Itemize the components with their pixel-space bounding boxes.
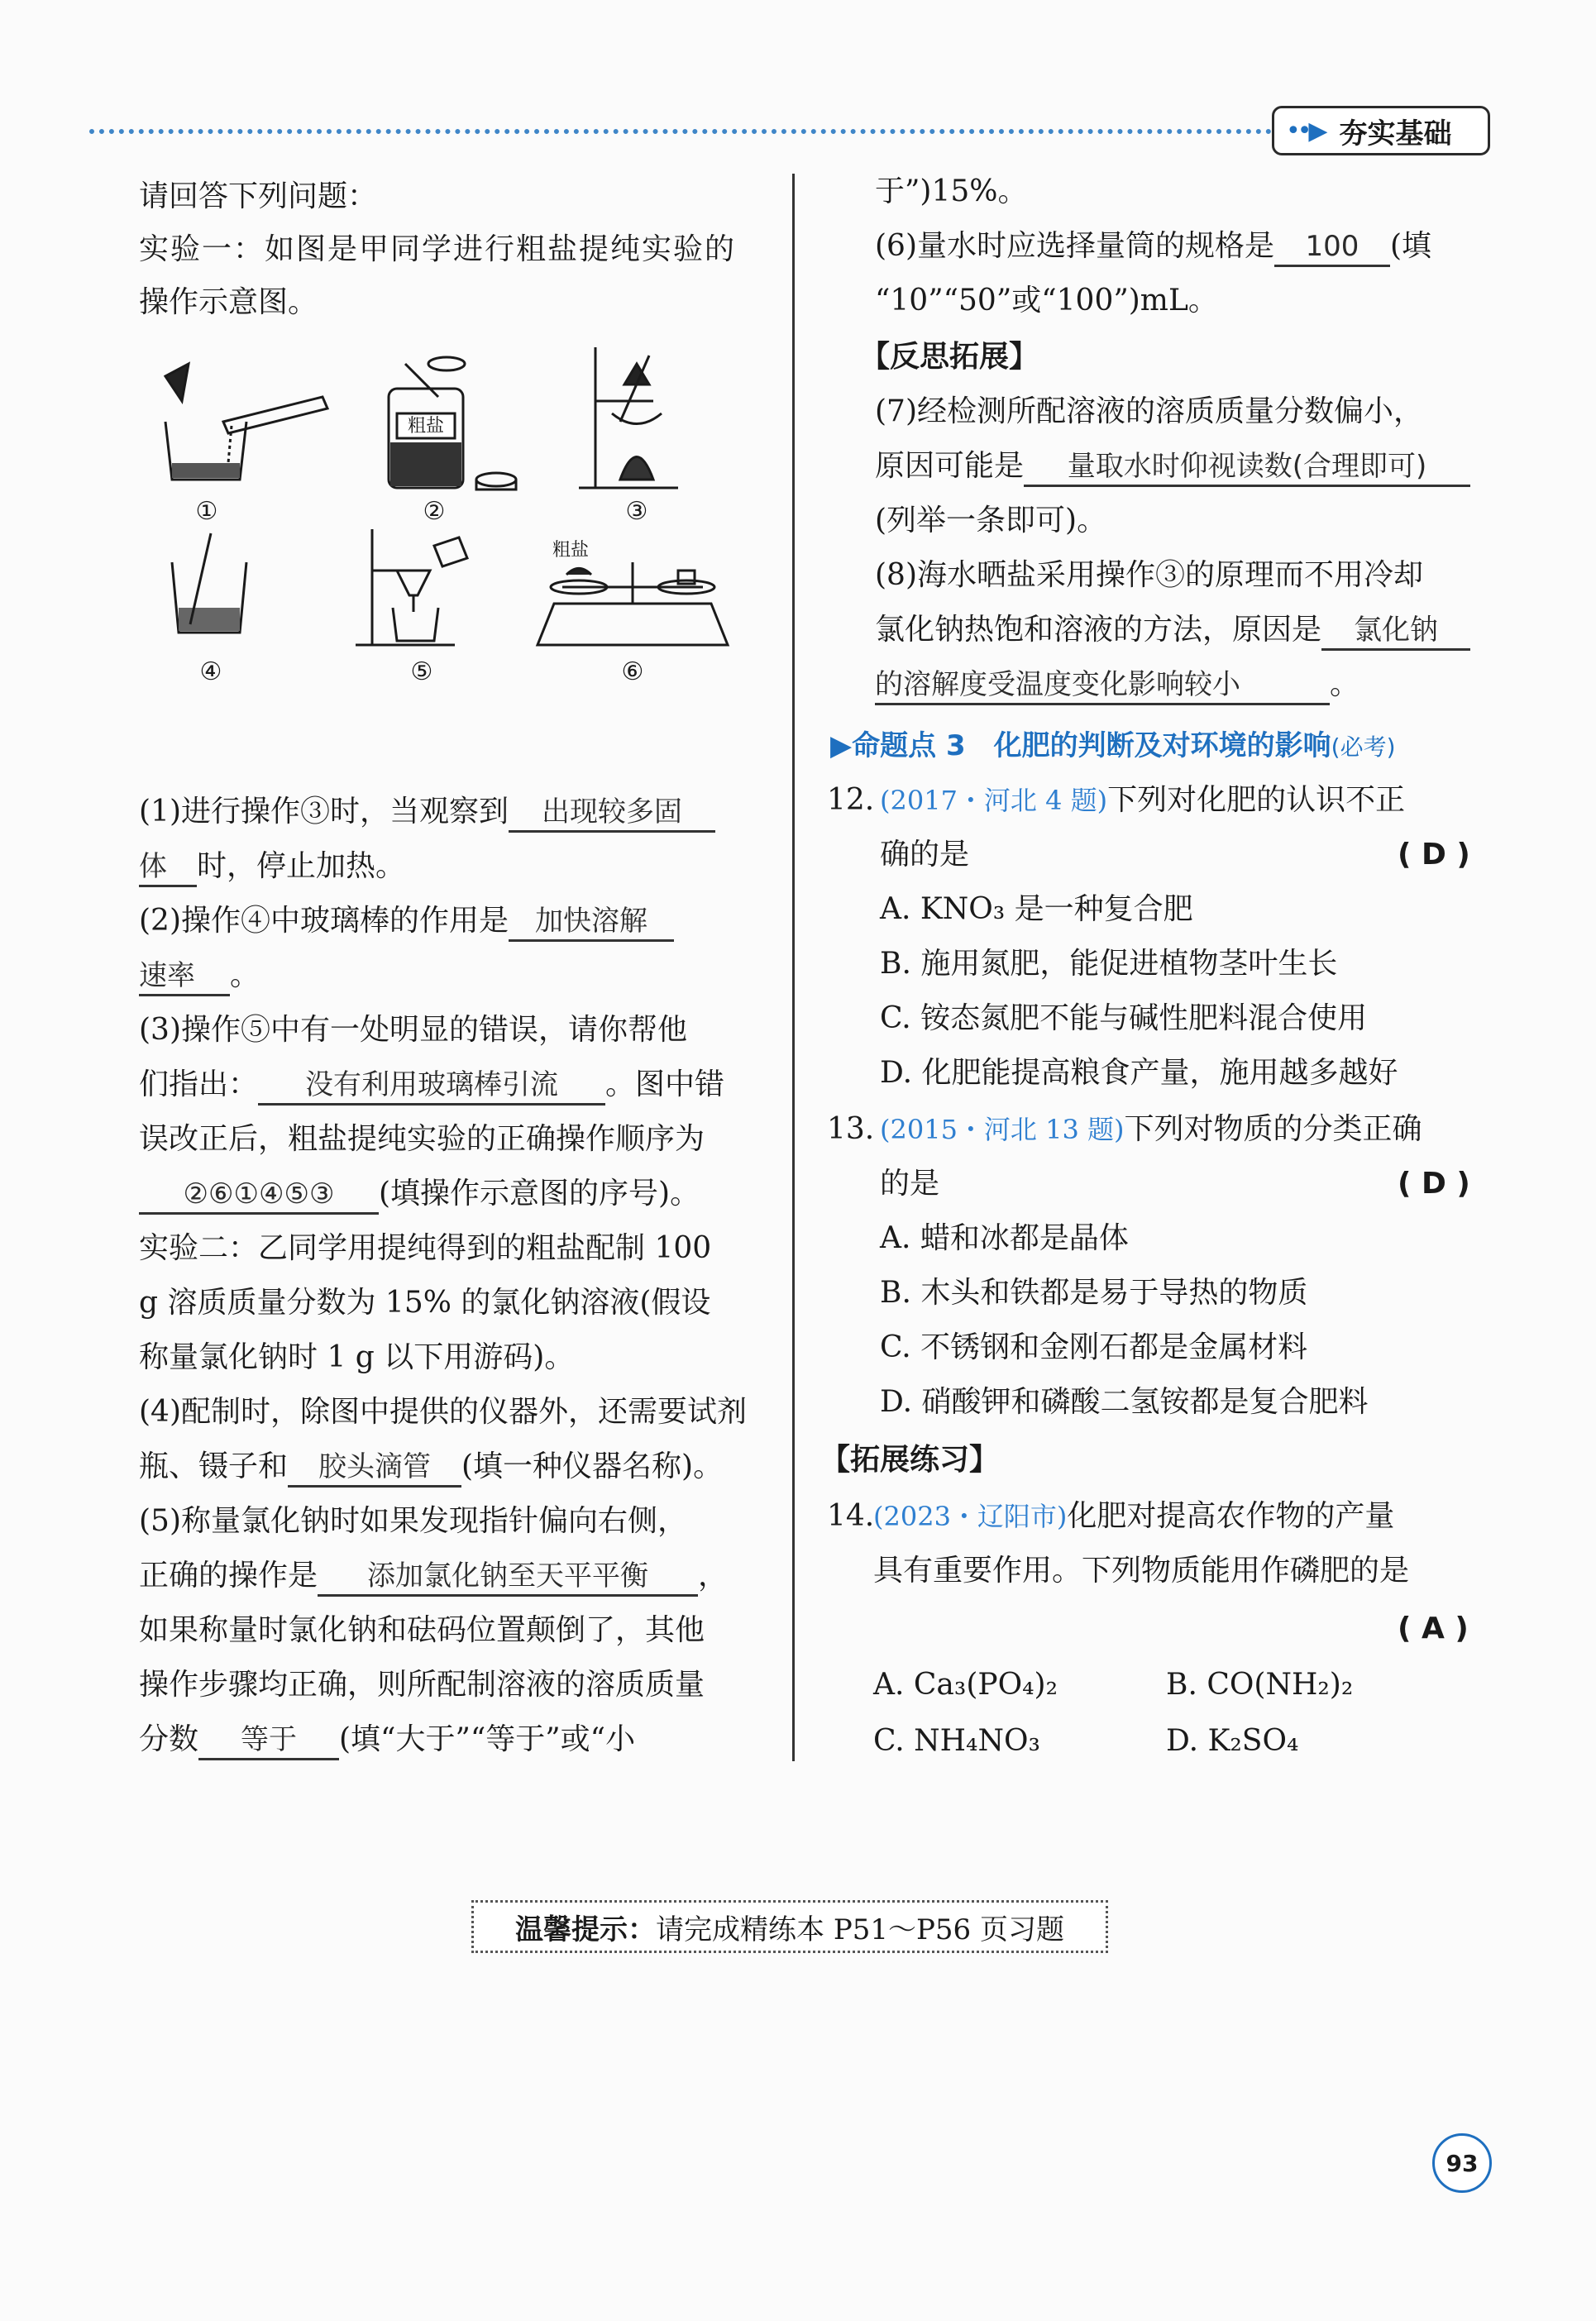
exp1-line: 实验一：如图是甲同学进行粗盐提纯实验的 (139, 232, 737, 266)
operation-4-drawing (172, 533, 246, 633)
section-badge-title: 夯实基础 (1339, 117, 1452, 150)
study-hint-box (471, 1900, 1108, 1953)
q14-option-a: A. Ca₃(PO₄)₂ (873, 1668, 1058, 1702)
q6-text: (6)量水时应选择量筒的规格是 (875, 229, 1274, 263)
q14-source: (2023・辽阳市) (873, 1501, 1068, 1532)
q14-stem: 化肥对提高农作物的产量 (1067, 1499, 1395, 1533)
q3-answer: 没有利用玻璃棒引流 (258, 1067, 605, 1106)
exp2-line-2: g 溶质质量分数为 15% 的氯化钠溶液(假设 (139, 1286, 711, 1320)
q12-number: 12. (827, 783, 875, 817)
q13-option-d: D. 硝酸钾和磷酸二氢铵都是复合肥料 (880, 1385, 1369, 1419)
q13-option-c: C. 不锈钢和金刚石都是金属材料 (880, 1330, 1308, 1364)
q4-text-2: (填一种仪器名称)。 (461, 1449, 724, 1483)
q1-answer-a: 出现较多固 (509, 794, 715, 833)
q5-line: (5)称量氯化钠时如果发现指针偏向右侧， (139, 1504, 687, 1538)
q8-answer-a: 氯化钠 (1321, 612, 1470, 651)
topic-3-title: ▶命题点 3 化肥的判断及对环境的影响 (830, 729, 1331, 762)
lab-operations-figure (149, 339, 744, 786)
q7-line: (7)经检测所配溶液的溶质质量分数偏小， (875, 394, 1423, 428)
q2-line-2 (139, 956, 260, 996)
q2-answer-b: 速率 (139, 958, 230, 996)
q4-answer: 胶头滴管 (288, 1449, 461, 1488)
q1-text-2: 时，停止加热。 (197, 849, 406, 883)
q5-continuation: 于”)15%。 (875, 174, 1028, 208)
q2-answer-a: 加快溶解 (509, 903, 674, 942)
q5-answer-2: 等于 (198, 1722, 339, 1760)
q2-text-2: 。 (230, 958, 260, 992)
section-extension: 【拓展练习】 (820, 1443, 1000, 1477)
q1-line-2 (139, 847, 405, 887)
q13-source: (2015・河北 13 题) (880, 1114, 1125, 1145)
q6-line (875, 227, 1431, 267)
q8-line-3 (875, 665, 1359, 705)
q12-option-a: A. KNO₃ 是一种复合肥 (880, 892, 1193, 926)
q3-line-3: 误改正后，粗盐提纯实验的正确操作顺序为 (139, 1122, 705, 1156)
q12-option-d: D. 化肥能提高粮食产量，施用越多越好 (880, 1056, 1398, 1090)
figure-label-4: ④ (199, 657, 222, 686)
q4-line-2 (139, 1447, 723, 1488)
q12-answer: ( D ) (1398, 838, 1470, 872)
q7-line-3: (列举一条即可)。 (875, 504, 1107, 537)
q14-line (873, 1497, 1394, 1536)
section-badge (1272, 106, 1490, 155)
q8-text-2: 。 (1330, 667, 1360, 701)
q14-stem-2: 具有重要作用。下列物质能用作磷肥的是 (873, 1554, 1410, 1588)
q3-text-2: 。图中错 (605, 1067, 725, 1101)
figure-label-3: ③ (625, 497, 648, 526)
q12-stem-2: 确的是 (880, 838, 970, 872)
arrow-dots-icon: ••▶ (1286, 116, 1325, 146)
q13-option-b: B. 木头和铁都是易于导热的物质 (880, 1276, 1308, 1310)
operation-6-drawing (538, 562, 728, 645)
q6-answer: 100 (1274, 228, 1390, 267)
q8-line-2 (875, 610, 1470, 651)
bottle-label: 粗盐 (407, 416, 445, 437)
q3-text: 们指出： (139, 1067, 259, 1101)
q4-line: (4)配制时，除图中提供的仪器外，还需要试剂 (139, 1395, 747, 1429)
operation-5-drawing (356, 529, 467, 645)
q5-text-3: 分数 (139, 1722, 199, 1756)
q13-number: 13. (827, 1112, 875, 1146)
q5-answer: 添加氯化钠至天平平衡 (318, 1558, 698, 1597)
q1-text: (1)进行操作③时，当观察到 (139, 795, 509, 829)
q14-answer: ( A ) (1398, 1612, 1469, 1645)
exp2-line-3: 称量氯化钠时 1 g 以下用游码)。 (139, 1340, 575, 1374)
intro-line: 请回答下列问题： (139, 179, 378, 213)
q5-text-2: ， (698, 1559, 729, 1593)
q3-line-2 (139, 1065, 724, 1106)
exp1-line-2: 操作示意图。 (139, 285, 318, 319)
q3-line: (3)操作⑤中有一处明显的错误，请你帮他 (139, 1013, 687, 1047)
q5-line-3: 如果称量时氯化钠和砝码位置颠倒了，其他 (139, 1613, 705, 1647)
q12-line (880, 781, 1405, 820)
q8-line: (8)海水晒盐采用操作③的原理而不用冷却 (875, 558, 1423, 592)
q4-text: 瓶、镊子和 (139, 1449, 289, 1483)
q3-text-3: (填操作示意图的序号)。 (379, 1177, 700, 1211)
q1-answer-b: 体 (139, 848, 197, 887)
q12-source: (2017・河北 4 题) (880, 785, 1108, 816)
operation-3-drawing (579, 347, 678, 488)
q5-text: 正确的操作是 (139, 1559, 318, 1593)
hint-text: 请完成精练本 P51～P56 页习题 (656, 1913, 1064, 1946)
q7-line-2 (875, 447, 1470, 487)
operation-1-drawing (165, 364, 327, 480)
q5-line-5 (139, 1720, 635, 1760)
q14-number: 14. (827, 1499, 875, 1533)
q3-answer-2: ②⑥①④⑤③ (139, 1176, 379, 1215)
q5-line-4: 操作步骤均正确，则所配制溶液的溶质质量 (139, 1668, 705, 1702)
q2-line (139, 901, 674, 942)
q13-answer: ( D ) (1398, 1167, 1470, 1201)
q2-text: (2)操作④中玻璃棒的作用是 (139, 904, 509, 938)
q14-option-d: D. K₂SO₄ (1166, 1724, 1299, 1758)
figure-label-2: ② (423, 497, 446, 526)
exp2-line: 实验二：乙同学用提纯得到的粗盐配制 100 (139, 1231, 712, 1265)
q6-line-2: “10”“50”或“100”)mL。 (875, 284, 1218, 318)
figure-label-5: ⑤ (410, 657, 433, 686)
header-dotted-rule (89, 129, 1272, 134)
q1-line (139, 792, 715, 833)
q7-answer: 量取水时仰视读数(合理即可) (1024, 448, 1470, 487)
q12-stem: 下列对化肥的认识不正 (1107, 783, 1406, 817)
q13-stem-2: 的是 (880, 1167, 940, 1201)
q14-option-c: C. NH₄NO₃ (873, 1724, 1040, 1758)
figure-label-6: ⑥ (621, 657, 644, 686)
figure-label-1: ① (195, 497, 218, 526)
q5-text-4: (填“大于”“等于”或“小 (339, 1722, 636, 1756)
q7-text: 原因可能是 (875, 449, 1025, 483)
q8-text: 氯化钠热饱和溶液的方法，原因是 (875, 613, 1322, 647)
q13-option-a: A. 蜡和冰都是晶体 (880, 1221, 1129, 1255)
q3-line-4 (139, 1174, 700, 1215)
q6-text-2: (填 (1390, 229, 1432, 263)
hint-label: 温馨提示： (515, 1913, 657, 1946)
q8-answer-b: 的溶解度受温度变化影响较小 (875, 666, 1330, 705)
q12-option-b: B. 施用氮肥，能促进植物茎叶生长 (880, 947, 1338, 981)
page-number: 93 (1432, 2133, 1492, 2193)
column-divider (792, 174, 795, 1761)
q14-option-b: B. CO(NH₂)₂ (1166, 1668, 1354, 1702)
q12-option-c: C. 铵态氮肥不能与碱性肥料混合使用 (880, 1001, 1368, 1035)
topic-3-tag: (必考) (1331, 733, 1396, 761)
balance-label: 粗盐 (552, 540, 590, 561)
section-reflection: 【反思拓展】 (860, 340, 1039, 374)
q13-stem: 下列对物质的分类正确 (1124, 1112, 1422, 1146)
topic-3-heading (830, 726, 1396, 767)
q13-line (880, 1110, 1422, 1149)
q5-line-2 (139, 1556, 728, 1597)
